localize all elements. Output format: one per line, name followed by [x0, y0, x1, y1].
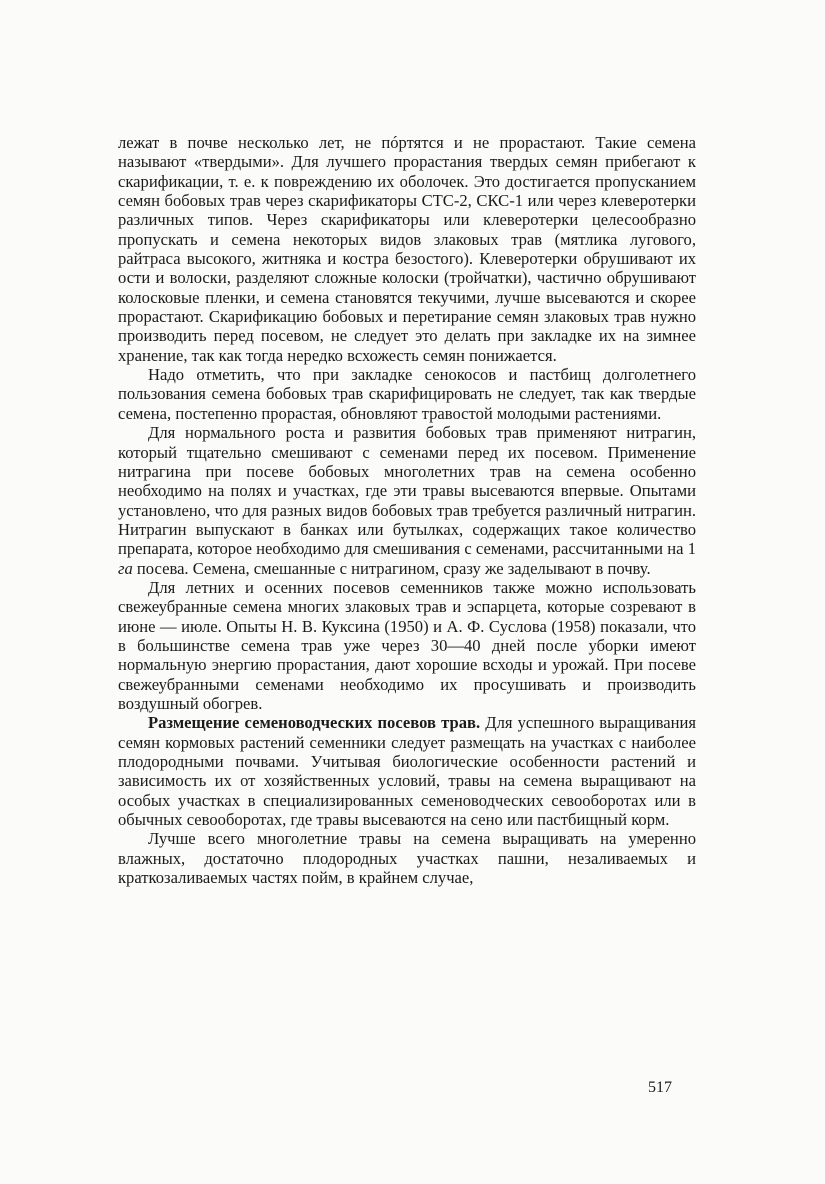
section-heading: Размещение семеноводческих посевов трав.	[148, 713, 481, 733]
paragraph-seed-crop-placement	[118, 713, 696, 829]
paragraph-summer-autumn-sowing: Для летних и осенних посевов семенников также можно использовать свежеубранные семена многих злаковых трав и эспарцета, которые созревают в июне — июле. Опыты Н. В. Куксина (1950) и А. Ф. Суслова (1958) показали, что в большинстве семена трав уже через 30—40 дней после уборки имеют нормальную энергию прорастания, дают хорошие всходы и урожай. При посеве свежеубранными семенами необходимо их просушивать и производить воздушный обогрев.	[118, 577, 696, 713]
paragraph-nitragin-text-2: посева. Семена, смешанные с нитрагином, сразу же заделывают в почву.	[132, 558, 651, 578]
paragraph-best-sites: Лучше всего многолетние травы на семена выращивать на умеренно влажных, достаточно плодородных участках пашни, незаливаемых и краткозаливаемых частях пойм, в крайнем случае,	[118, 829, 696, 888]
page-number: 517	[648, 1079, 672, 1096]
paragraph-nitragin	[118, 423, 696, 578]
paragraph-nitragin-text-1: Для нормального роста и развития бобовых трав применяют нитрагин, который тщательно смешивают с семенами перед их посевом. Применение нитрагина при посеве бобовых многолетних трав на семена особенно необходимо на полях и участках, где эти травы высеваются впервые. Опытами установлено, что для разных видов бобовых трав требуется различный нитрагин. Нитрагин выпускают в банках или бутылках, содержащих такое количество препарата, которое необходимо для смешивания с семенами, рассчитанными на 1	[118, 423, 696, 559]
paragraph-continuation: лежат в почве несколько лет, не пóртятся и не прорастают. Такие семена называют «твердыми». Для лучшего прорастания твердых семян прибегают к скарификации, т. е. к повреждению их оболочек. Это достигается пропусканием семян бобовых трав через скарификаторы СТС-2, СКС-1 или через клеверотерки различных типов. Через скарификаторы или клеверотерки целесообразно пропускать и семена некоторых видов злаковых трав (мятлика лугового, райтраса высокого, житняка и костра безостого). Клеверотерки обрушивают их ости и волоски, разделяют сложные колоски (тройчатки), частично обрушивают колосковые пленки, и семена становятся текучими, лучше высеваются и скорее прорастают. Скарификацию бобовых и перетирание семян злаковых трав нужно производить перед посевом, не следует это делать при закладке их на зимнее хранение, так как тогда нередко всхожесть семян понижается.	[118, 133, 696, 365]
unit-hectare: га	[118, 558, 133, 578]
paragraph-long-term-meadows: Надо отметить, что при закладке сенокосов и пастбищ долголетнего пользования семена бобовых трав скарифицировать не следует, так как твердые семена, постепенно прорастая, обновляют травостой молодыми растениями.	[118, 365, 696, 423]
page-body-text	[118, 133, 696, 887]
paragraph-seed-crop-placement-text: Для успешного выращивания семян кормовых растений семенники следует размещать на участках с наиболее плодородными почвами. Учитывая биологические особенности растений и зависимость их от хозяйственных условий, травы на семена выращивают на особых участках в специализированных семеноводческих севооборотах или в обычных севооборотах, где травы высеваются на сено или пастбищный корм.	[118, 713, 696, 830]
